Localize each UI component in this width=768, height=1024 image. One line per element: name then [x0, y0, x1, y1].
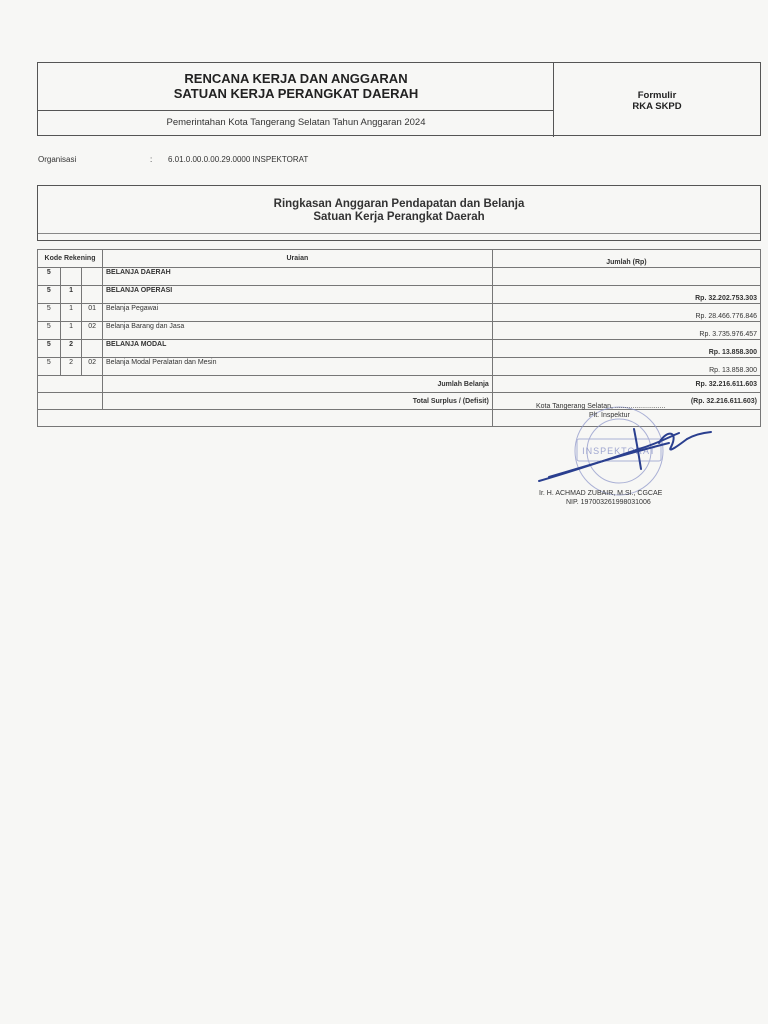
jumlah-cell: Rp. 32.202.753.303: [492, 286, 760, 304]
kode-3: [82, 286, 103, 304]
kode-2: 1: [60, 304, 82, 322]
kode-1: 5: [38, 286, 61, 304]
kode-1: 5: [38, 340, 61, 358]
jumlah-cell: Rp. 13.858.300: [492, 358, 760, 376]
header-divider: [38, 110, 554, 111]
uraian-cell: Belanja Modal Peralatan dan Mesin: [102, 358, 492, 376]
table-row: [38, 304, 761, 322]
form-header: [37, 62, 761, 136]
signature-city-date: Kota Tangerang Selatan, ..........................: [536, 403, 666, 410]
summary-title-box: [37, 185, 761, 241]
jumlah-cell: [492, 268, 760, 286]
jumlah-belanja-value: Rp. 32.216.611.603: [492, 376, 760, 393]
kode-2: 2: [60, 358, 82, 376]
organisasi-colon: :: [150, 155, 153, 164]
document-subtitle: Pemerintahan Kota Tangerang Selatan Tahun Anggaran 2024: [166, 117, 426, 128]
uraian-cell: Belanja Pegawai: [102, 304, 492, 322]
signature-block: [499, 399, 761, 513]
empty-kode-cell: [38, 393, 103, 410]
table-header-row: [38, 250, 761, 268]
kode-3: 01: [82, 304, 103, 322]
kode-1: 5: [38, 358, 61, 376]
uraian-cell: BELANJA MODAL: [102, 340, 492, 358]
table-row: [38, 340, 761, 358]
signatory-name: Ir. H. ACHMAD ZUBAIR, M.SI., CGCAE: [539, 490, 663, 497]
jumlah-cell: Rp. 3.735.976.457: [492, 322, 760, 340]
summary-title: [38, 198, 760, 224]
table-row: [38, 268, 761, 286]
kode-1: 5: [38, 322, 61, 340]
summary-title-line-1: Ringkasan Anggaran Pendapatan dan Belanja: [273, 198, 525, 210]
kode-1: 5: [38, 304, 61, 322]
form-code-value: RKA SKPD: [632, 101, 682, 112]
jumlah-cell: Rp. 28.466.776.846: [492, 304, 760, 322]
header-kode-rekening: Kode Rekening: [38, 250, 103, 268]
summary-title-line-2: Satuan Kerja Perangkat Daerah: [313, 211, 485, 223]
uraian-cell: BELANJA DAERAH: [102, 268, 492, 286]
stamp-text: INSPEKTORAT: [582, 446, 656, 456]
organisasi-value: 6.01.0.00.0.00.29.0000 INSPEKTORAT: [168, 155, 309, 164]
jumlah-cell: Rp. 13.858.300: [492, 340, 760, 358]
kode-2: 1: [60, 286, 82, 304]
kode-2: 2: [60, 340, 82, 358]
form-label: Formulir: [637, 90, 677, 101]
kode-3: 02: [82, 358, 103, 376]
table-row: [38, 322, 761, 340]
kode-2: [60, 268, 82, 286]
header-title-cell: [38, 63, 554, 137]
signature-left-empty: [38, 410, 493, 427]
title-line-1: RENCANA KERJA DAN ANGGARAN: [184, 71, 408, 86]
kode-3: [82, 340, 103, 358]
total-surplus-value: (Rp. 32.216.611.603): [492, 393, 760, 410]
organisasi-label: Organisasi: [38, 155, 77, 164]
total-surplus-label: Total Surplus / (Defisit): [102, 393, 492, 410]
kode-3: [82, 268, 103, 286]
official-stamp-and-signature: [519, 399, 759, 499]
kode-3: 02: [82, 322, 103, 340]
kode-1: 5: [38, 268, 61, 286]
uraian-cell: BELANJA OPERASI: [102, 286, 492, 304]
table-row: [38, 358, 761, 376]
summary-divider: [38, 233, 760, 234]
signatory-nip: NIP. 197003261998031006: [566, 499, 651, 506]
form-code: [554, 90, 760, 112]
header-jumlah: Jumlah (Rp): [492, 250, 760, 268]
signature-role: Plt. Inspektur: [589, 412, 630, 419]
table-row: [38, 286, 761, 304]
uraian-cell: Belanja Barang dan Jasa: [102, 322, 492, 340]
header-uraian: Uraian: [102, 250, 492, 268]
empty-kode-cell: [38, 376, 103, 393]
form-code-cell: [554, 63, 760, 137]
kode-2: 1: [60, 322, 82, 340]
document-title: [38, 71, 554, 101]
jumlah-belanja-label: Jumlah Belanja: [102, 376, 492, 393]
jumlah-belanja-row: [38, 376, 761, 393]
title-line-2: SATUAN KERJA PERANGKAT DAERAH: [173, 86, 419, 101]
